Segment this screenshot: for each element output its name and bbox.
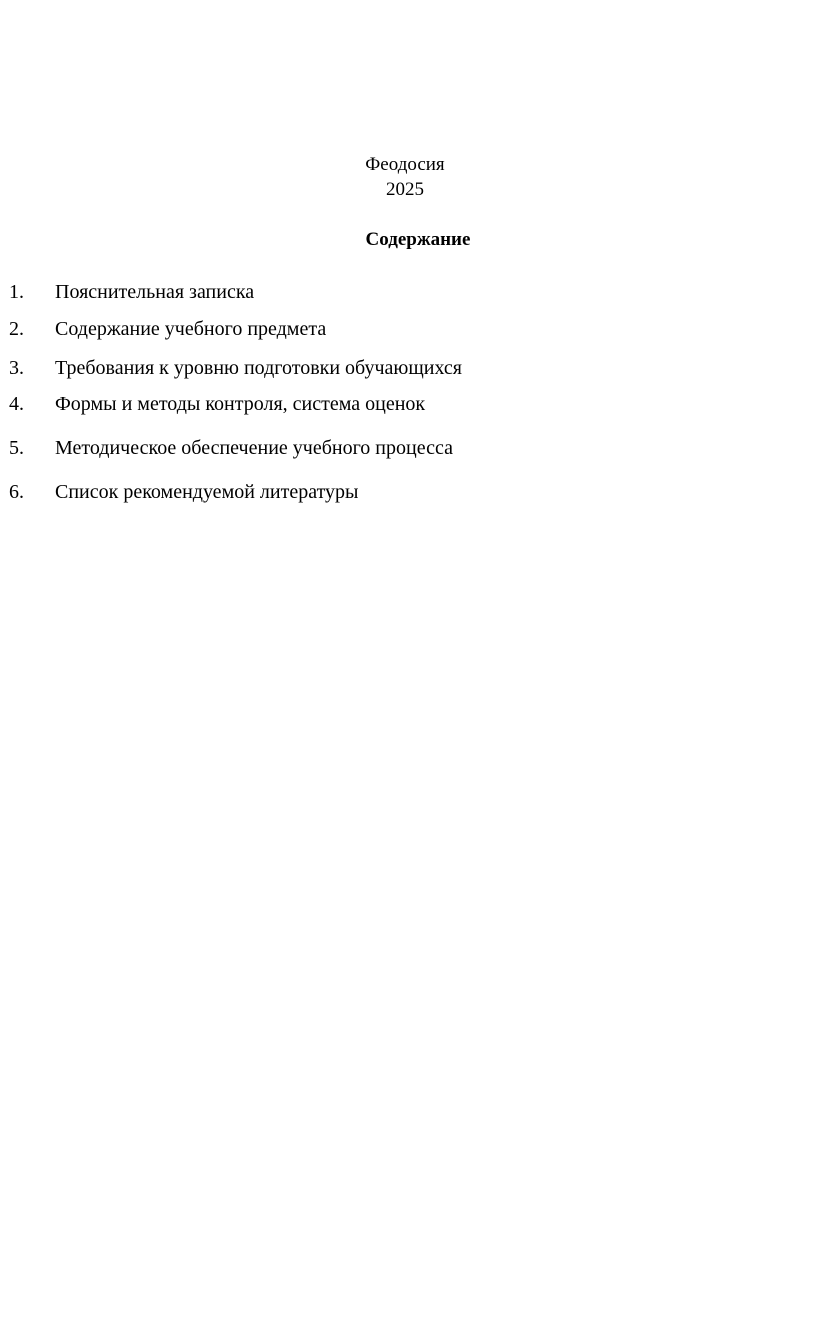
- toc-item-text: Пояснительная записка: [55, 281, 255, 303]
- toc-item-text: Список рекомендуемой литературы: [55, 481, 359, 503]
- city-name: Феодосия: [365, 154, 445, 175]
- toc-item: [9, 316, 326, 342]
- toc-item: [9, 479, 359, 505]
- toc-item-text: Требования к уровню подготовки обучающихся: [55, 357, 462, 379]
- toc-item-number: 4.: [9, 393, 24, 415]
- toc-item-number: 2.: [9, 318, 24, 340]
- toc-item-number: 3.: [9, 357, 24, 379]
- toc-item-text: Формы и методы контроля, система оценок: [55, 393, 426, 415]
- toc-item: [9, 355, 462, 381]
- toc-item-number: 1.: [9, 281, 24, 303]
- toc-title: Содержание: [365, 229, 471, 250]
- toc-item: [9, 391, 425, 417]
- toc-item: [9, 435, 453, 461]
- year: 2025: [386, 179, 424, 200]
- toc-item-number: 5.: [9, 437, 24, 459]
- toc-item-number: 6.: [9, 481, 24, 503]
- toc-item-text: Содержание учебного предмета: [55, 318, 327, 340]
- toc-item: [9, 279, 254, 305]
- toc-item-text: Методическое обеспечение учебного процесса: [55, 437, 453, 459]
